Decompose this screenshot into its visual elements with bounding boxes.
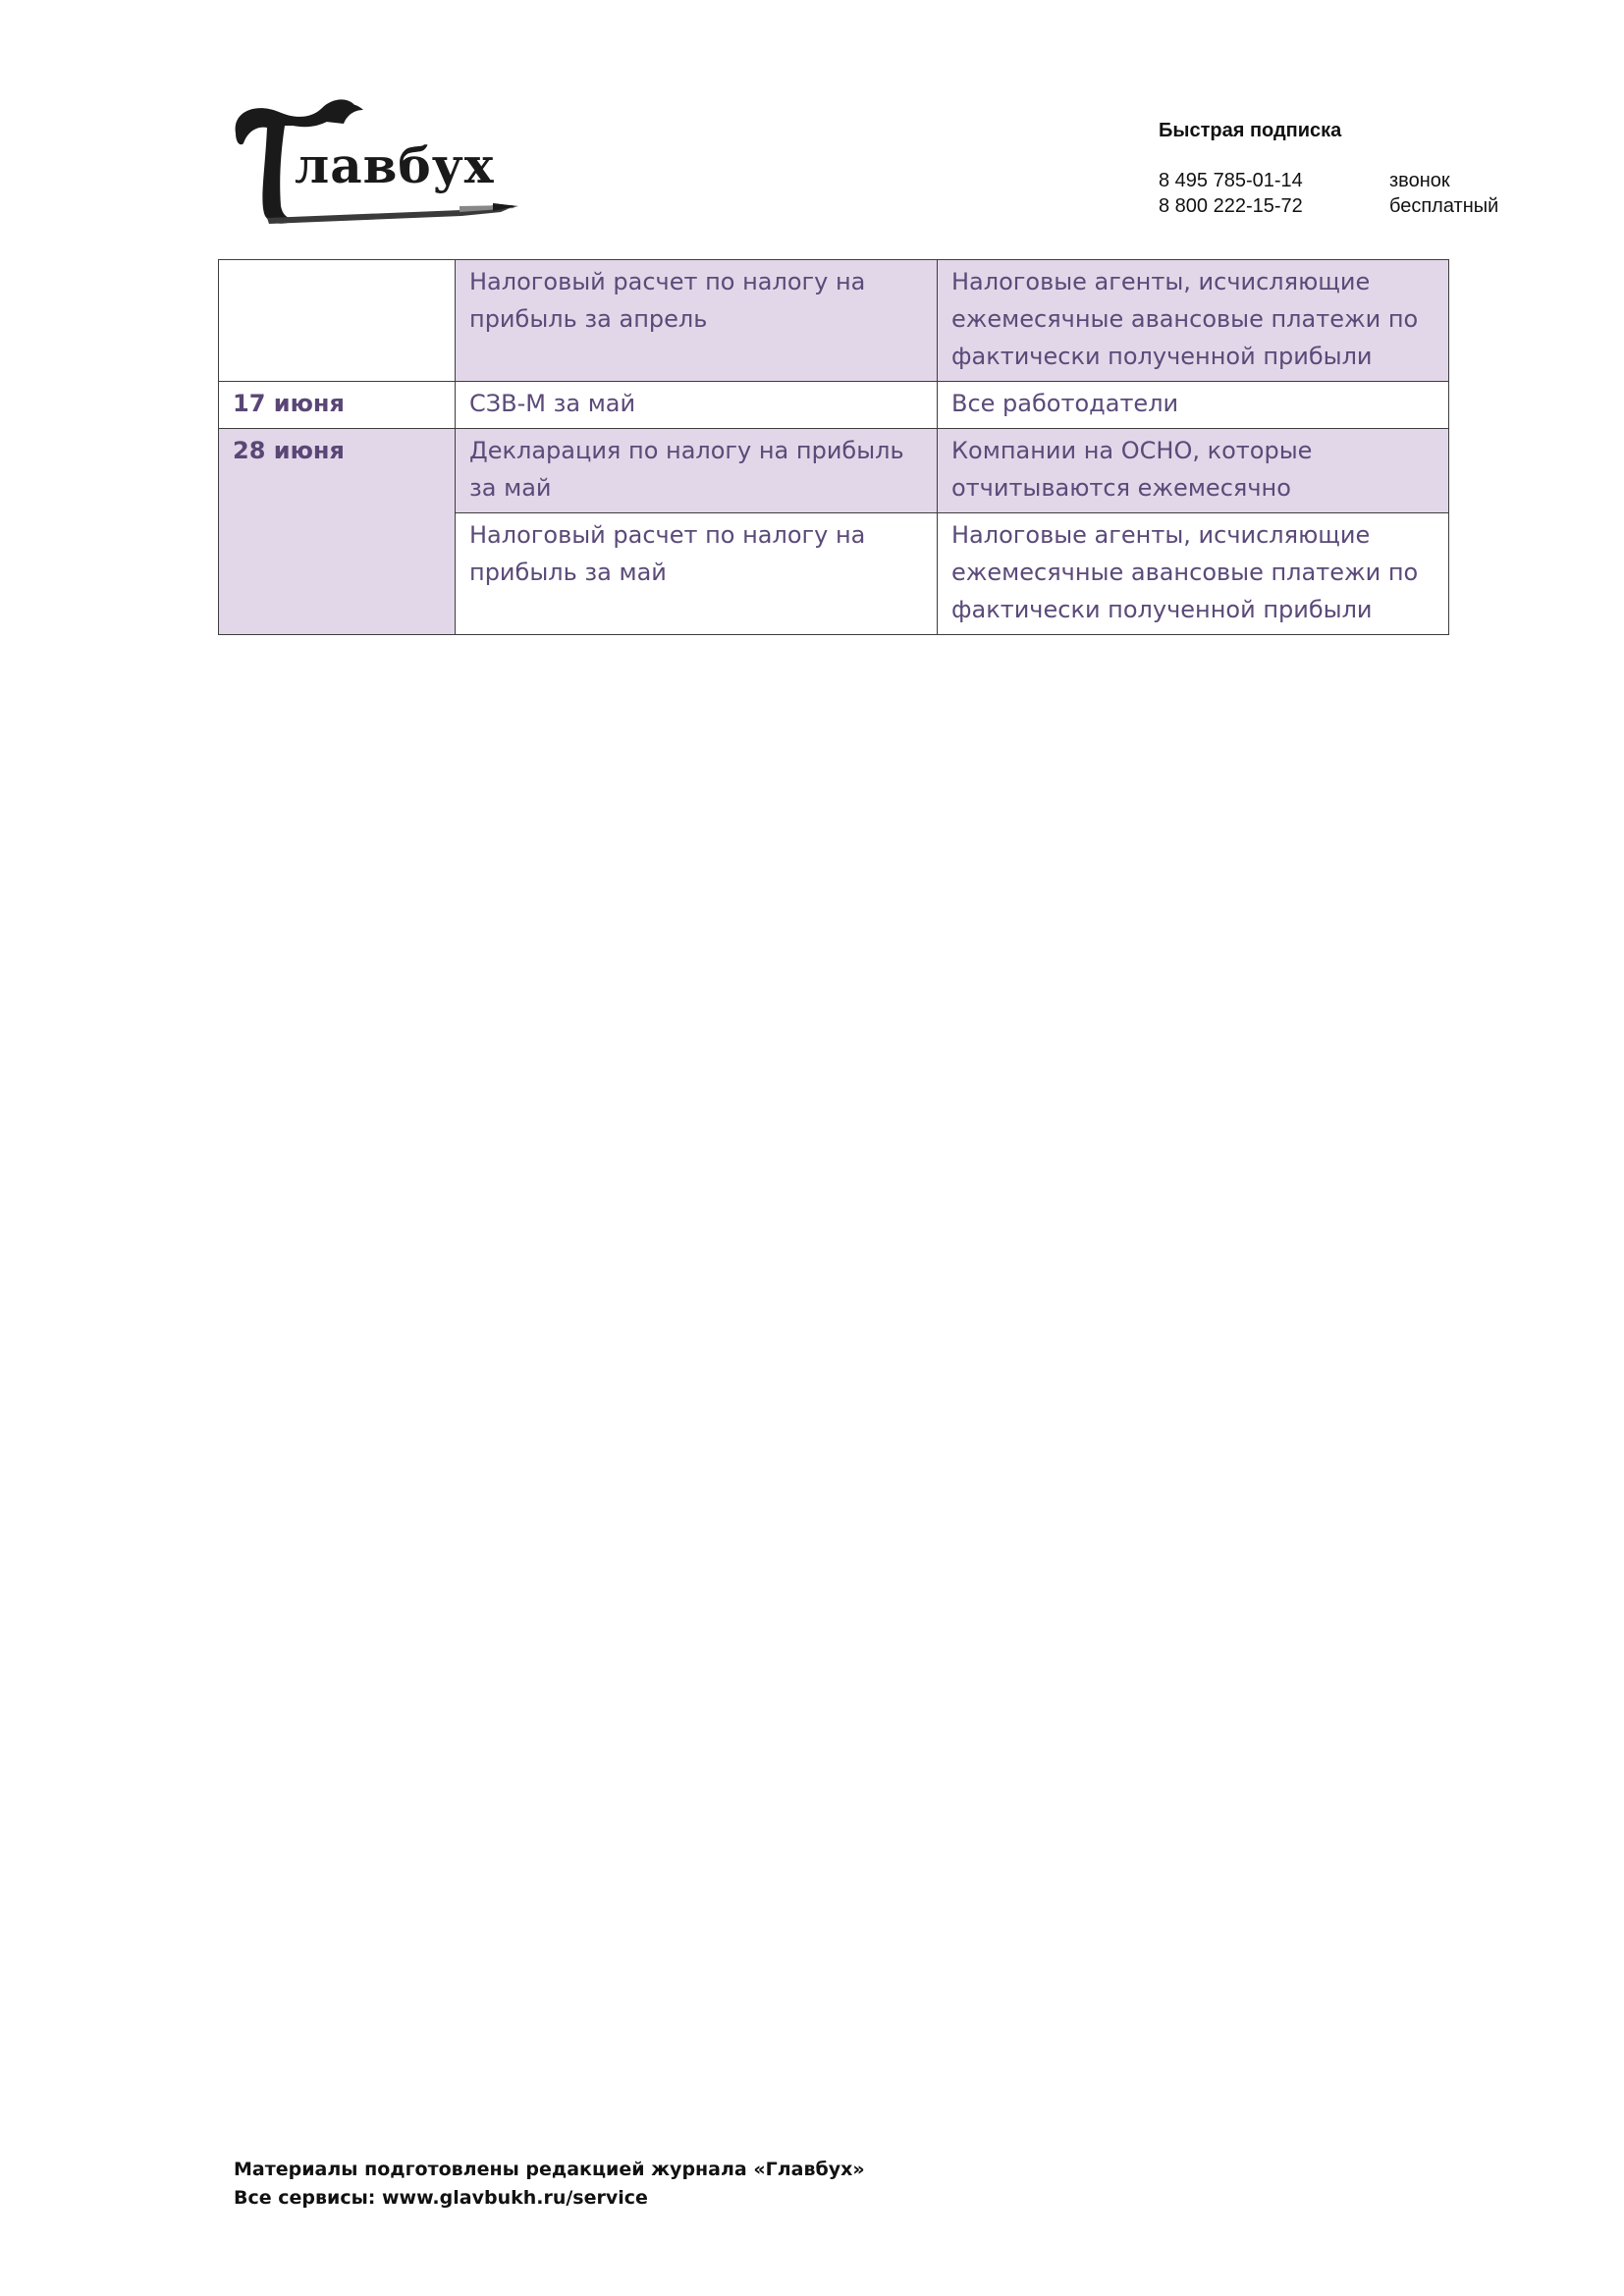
document-cell: Налоговый расчет по налогу на прибыль за май — [456, 513, 938, 635]
who-reports-cell: Компании на ОСНО, которые отчитываются ежемесячно — [938, 429, 1449, 513]
who-reports-cell: Налоговые агенты, исчисляющие ежемесячные авансовые платежи по фактически полученной прибыли — [938, 260, 1449, 382]
table-row — [219, 260, 1449, 382]
phone-number[interactable]: 8 800 222-15-72 — [1159, 195, 1303, 217]
phone-number[interactable]: 8 495 785-01-14 — [1159, 170, 1303, 191]
table-row — [219, 429, 1449, 513]
svg-text:лавбух: лавбух — [295, 136, 495, 194]
footer-services-link[interactable]: Все сервисы: www.glavbukh.ru/service — [234, 2187, 648, 2209]
subscription-title: Быстрая подписка — [1159, 120, 1342, 141]
date-cell — [219, 260, 456, 382]
quick-subscription-block — [1159, 120, 1498, 219]
phone-row — [1159, 168, 1498, 193]
phone-note: бесплатный — [1389, 195, 1499, 217]
document-cell: СЗВ-М за май — [456, 382, 938, 429]
document-cell: Декларация по налогу на прибыль за май — [456, 429, 938, 513]
phone-row — [1159, 193, 1498, 219]
phone-note: звонок — [1389, 170, 1450, 191]
logo-graphic — [228, 92, 522, 228]
footer — [234, 2156, 865, 2213]
document-cell: Налоговый расчет по налогу на прибыль за апрель — [456, 260, 938, 382]
table-row — [219, 382, 1449, 429]
who-reports-cell: Налоговые агенты, исчисляющие ежемесячные авансовые платежи по фактически полученной прибыли — [938, 513, 1449, 635]
footer-credit: Материалы подготовлены редакцией журнала «Главбух» — [234, 2159, 865, 2180]
reporting-deadlines-table — [218, 259, 1449, 635]
date-cell: 17 июня — [219, 382, 456, 429]
date-cell: 28 июня — [219, 429, 456, 635]
glavbukh-logo — [228, 92, 522, 228]
who-reports-cell: Все работодатели — [938, 382, 1449, 429]
